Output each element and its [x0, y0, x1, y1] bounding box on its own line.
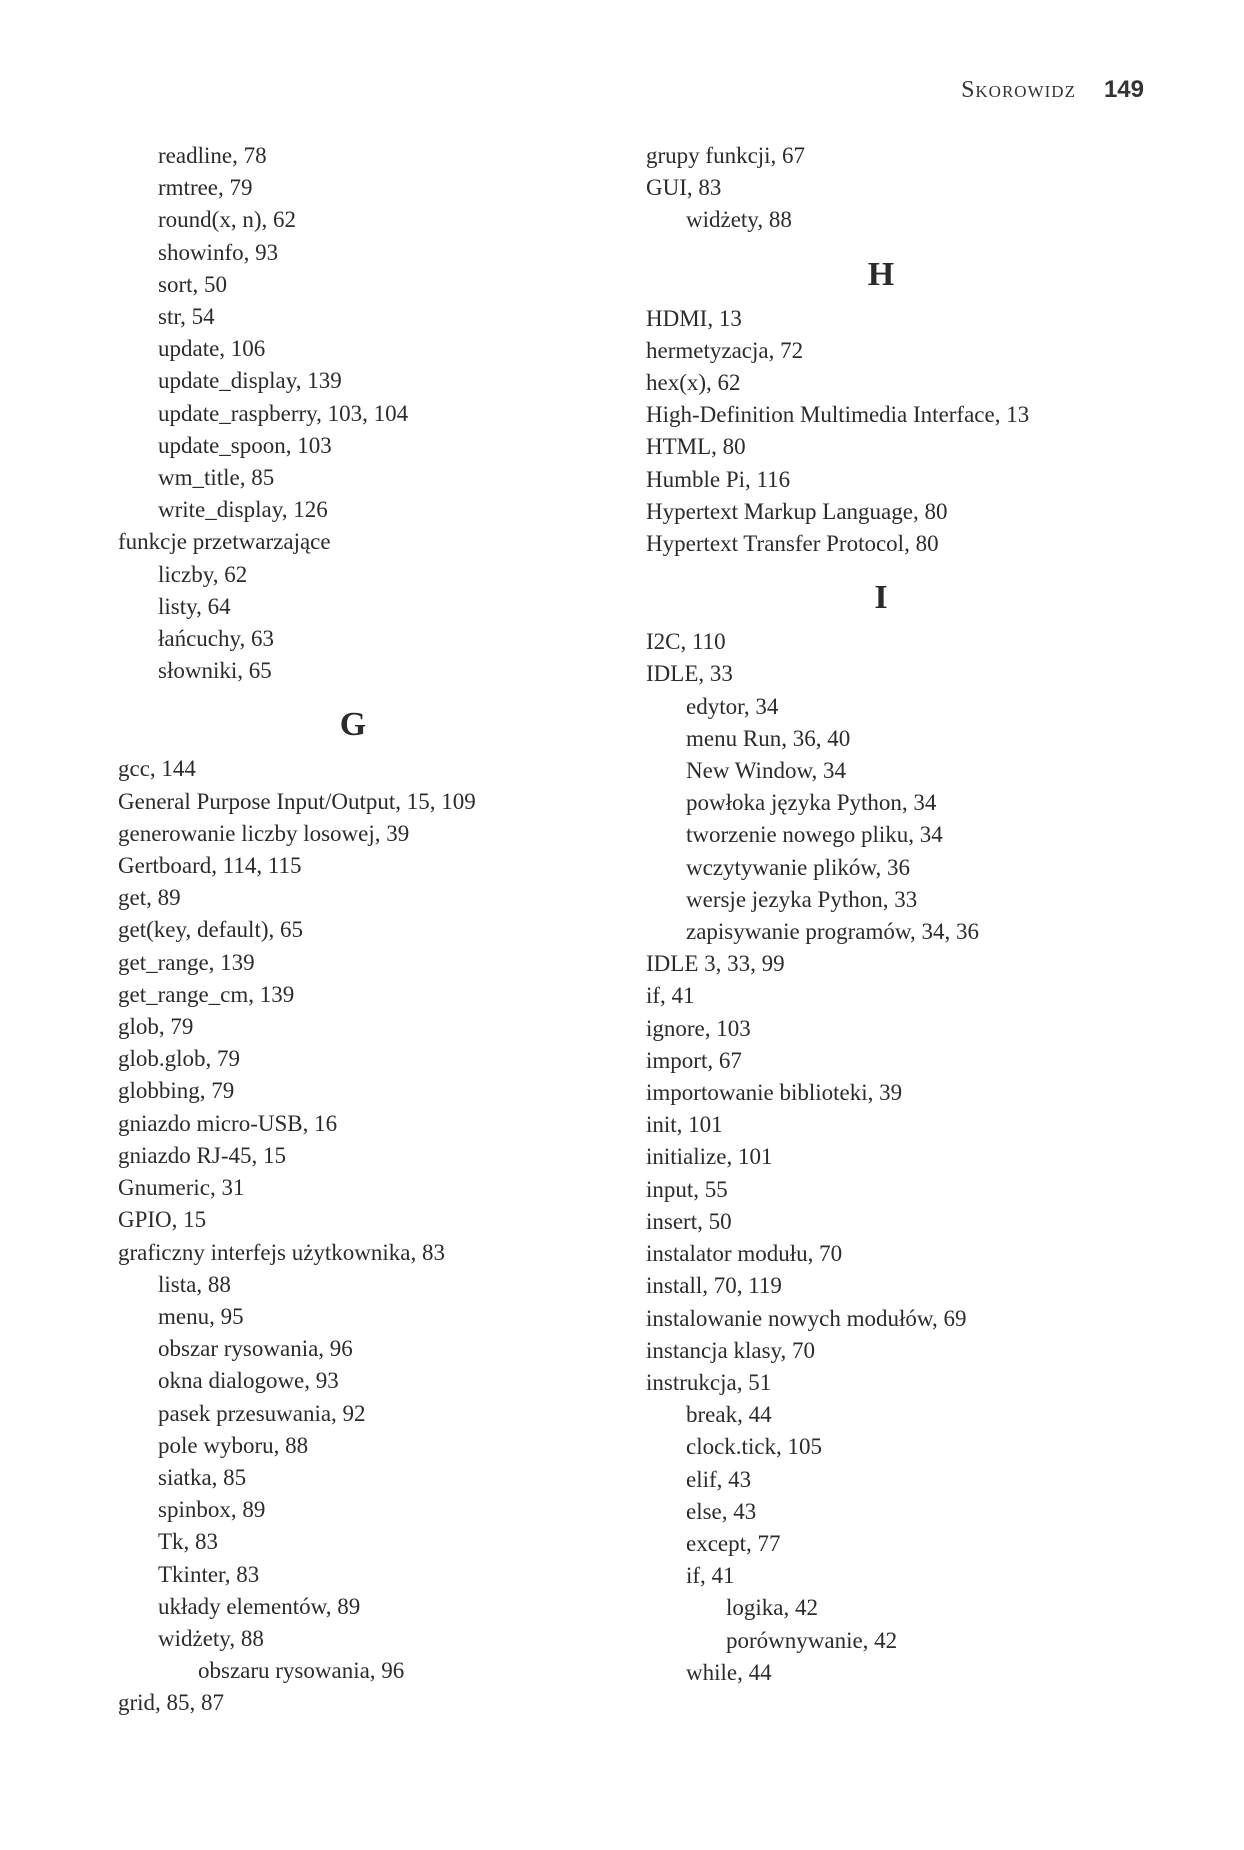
index-subentry: break, 44	[686, 1402, 772, 1428]
index-subentry: update_spoon, 103	[158, 432, 332, 458]
index-entry: GPIO, 15	[118, 1207, 207, 1233]
index-entry: install, 70, 119	[646, 1273, 782, 1299]
index-entry: init, 101	[646, 1112, 723, 1138]
index-section-letter: G	[339, 706, 367, 744]
index-entry: Humble Pi, 116	[646, 466, 791, 492]
index-entry: grid, 85, 87	[118, 1690, 225, 1716]
index-subentry: łańcuchy, 63	[158, 626, 275, 652]
index-subentry: clock.tick, 105	[686, 1434, 823, 1460]
index-entry: input, 55	[646, 1176, 728, 1202]
index-subentry: while, 44	[686, 1659, 772, 1685]
index-subentry: rmtree, 79	[158, 175, 253, 201]
index-subentry: porównywanie, 42	[726, 1627, 898, 1653]
index-subentry: round(x, n), 62	[158, 207, 296, 233]
index-subentry: pole wyboru, 88	[158, 1432, 309, 1458]
index-subentry: Tkinter, 83	[158, 1561, 260, 1587]
index-entry: get_range, 139	[118, 949, 255, 975]
index-subentry: obszaru rysowania, 96	[198, 1658, 405, 1684]
index-subentry: wczytywanie plików, 36	[686, 854, 910, 880]
index-entry: instancja klasy, 70	[646, 1337, 816, 1363]
index-subentry: logika, 42	[726, 1595, 818, 1621]
index-subentry: pasek przesuwania, 92	[158, 1400, 366, 1426]
index-entry: glob.glob, 79	[118, 1046, 241, 1072]
index-subentry: New Window, 34	[686, 758, 847, 784]
index-entry: IDLE, 33	[646, 661, 733, 687]
index-entry: hermetyzacja, 72	[646, 337, 804, 363]
index-column-left	[118, 140, 588, 1720]
index-subentry: readline, 78	[158, 143, 267, 168]
index-entry: instrukcja, 51	[646, 1369, 772, 1395]
index-entry: generowanie liczby losowej, 39	[118, 820, 410, 846]
index-entry: HTML, 80	[646, 434, 746, 460]
index-subentry: wersje jezyka Python, 33	[686, 886, 918, 912]
index-subentry: update, 106	[158, 336, 266, 362]
index-section-letter: I	[874, 579, 888, 617]
index-subentry: wm_title, 85	[158, 465, 275, 491]
index-subentry: Tk, 83	[158, 1529, 219, 1555]
index-entry: I2C, 110	[646, 629, 726, 655]
index-entry: funkcje przetwarzające	[118, 529, 331, 555]
index-entry: importowanie biblioteki, 39	[646, 1080, 903, 1106]
index-column-right	[646, 140, 1116, 1689]
index-subentry: spinbox, 89	[158, 1497, 266, 1523]
index-subentry: sort, 50	[158, 271, 227, 297]
index-entry: Gertboard, 114, 115	[118, 853, 302, 879]
index-subentry: if, 41	[686, 1563, 735, 1589]
index-subentry: menu, 95	[158, 1303, 244, 1329]
index-subentry: showinfo, 93	[158, 239, 279, 265]
index-subentry: układy elementów, 89	[158, 1593, 361, 1619]
index-subentry: except, 77	[686, 1530, 781, 1556]
page-number: 149	[1103, 76, 1144, 103]
index-subentry: str, 54	[158, 304, 215, 330]
index-entry: gcc, 144	[118, 756, 196, 782]
index-entry: gniazdo micro-USB, 16	[118, 1110, 338, 1136]
index-entry: get, 89	[118, 885, 181, 911]
index-entry: GUI, 83	[646, 175, 722, 201]
index-subentry: elif, 43	[686, 1466, 752, 1492]
index-subentry: edytor, 34	[686, 693, 779, 719]
section-title: Skorowidz	[961, 77, 1076, 103]
index-entry: instalator modułu, 70	[646, 1241, 843, 1267]
index-subentry: widżety, 88	[158, 1625, 264, 1651]
index-entry: Hypertext Transfer Protocol, 80	[646, 531, 939, 557]
index-subentry: listy, 64	[158, 593, 231, 619]
index-entry: if, 41	[646, 983, 695, 1009]
index-entry: import, 67	[646, 1047, 742, 1073]
running-head	[961, 76, 1144, 104]
index-subentry: okna dialogowe, 93	[158, 1368, 339, 1394]
index-entry: get_range_cm, 139	[118, 981, 295, 1007]
index-entry: globbing, 79	[118, 1078, 235, 1104]
index-entry: High-Definition Multimedia Interface, 13	[646, 402, 1030, 428]
index-entry: get(key, default), 65	[118, 917, 303, 943]
index-entry: HDMI, 13	[646, 305, 742, 331]
index-subentry: powłoka języka Python, 34	[686, 790, 937, 816]
index-subentry: tworzenie nowego pliku, 34	[686, 822, 943, 848]
index-subentry: write_display, 126	[158, 497, 328, 523]
index-subentry: else, 43	[686, 1498, 757, 1524]
index-section-letter: H	[867, 255, 895, 293]
index-subentry: update_raspberry, 103, 104	[158, 400, 409, 426]
index-entry: ignore, 103	[646, 1015, 751, 1041]
index-entry: instalowanie nowych modułów, 69	[646, 1305, 967, 1331]
index-subentry: menu Run, 36, 40	[686, 725, 851, 751]
index-subentry: siatka, 85	[158, 1464, 247, 1490]
index-entry: graficzny interfejs użytkownika, 83	[118, 1239, 445, 1265]
index-entry: Gnumeric, 31	[118, 1175, 245, 1201]
index-entry: gniazdo RJ-45, 15	[118, 1142, 287, 1168]
index-entry: grupy funkcji, 67	[646, 143, 806, 168]
index-entry: General Purpose Input/Output, 15, 109	[118, 788, 476, 814]
index-subentry: słowniki, 65	[158, 658, 272, 684]
index-subentry: update_display, 139	[158, 368, 342, 394]
index-subentry: lista, 88	[158, 1271, 231, 1297]
index-entry: insert, 50	[646, 1208, 732, 1234]
index-entry: initialize, 101	[646, 1144, 773, 1170]
index-subentry: zapisywanie programów, 34, 36	[686, 919, 979, 945]
index-subentry: liczby, 62	[158, 561, 248, 587]
index-subentry: obszar rysowania, 96	[158, 1336, 353, 1362]
index-entry: IDLE 3, 33, 99	[646, 951, 785, 977]
index-subentry: widżety, 88	[686, 207, 792, 233]
index-entry: hex(x), 62	[646, 370, 741, 396]
index-entry: glob, 79	[118, 1014, 194, 1040]
index-entry: Hypertext Markup Language, 80	[646, 498, 948, 524]
